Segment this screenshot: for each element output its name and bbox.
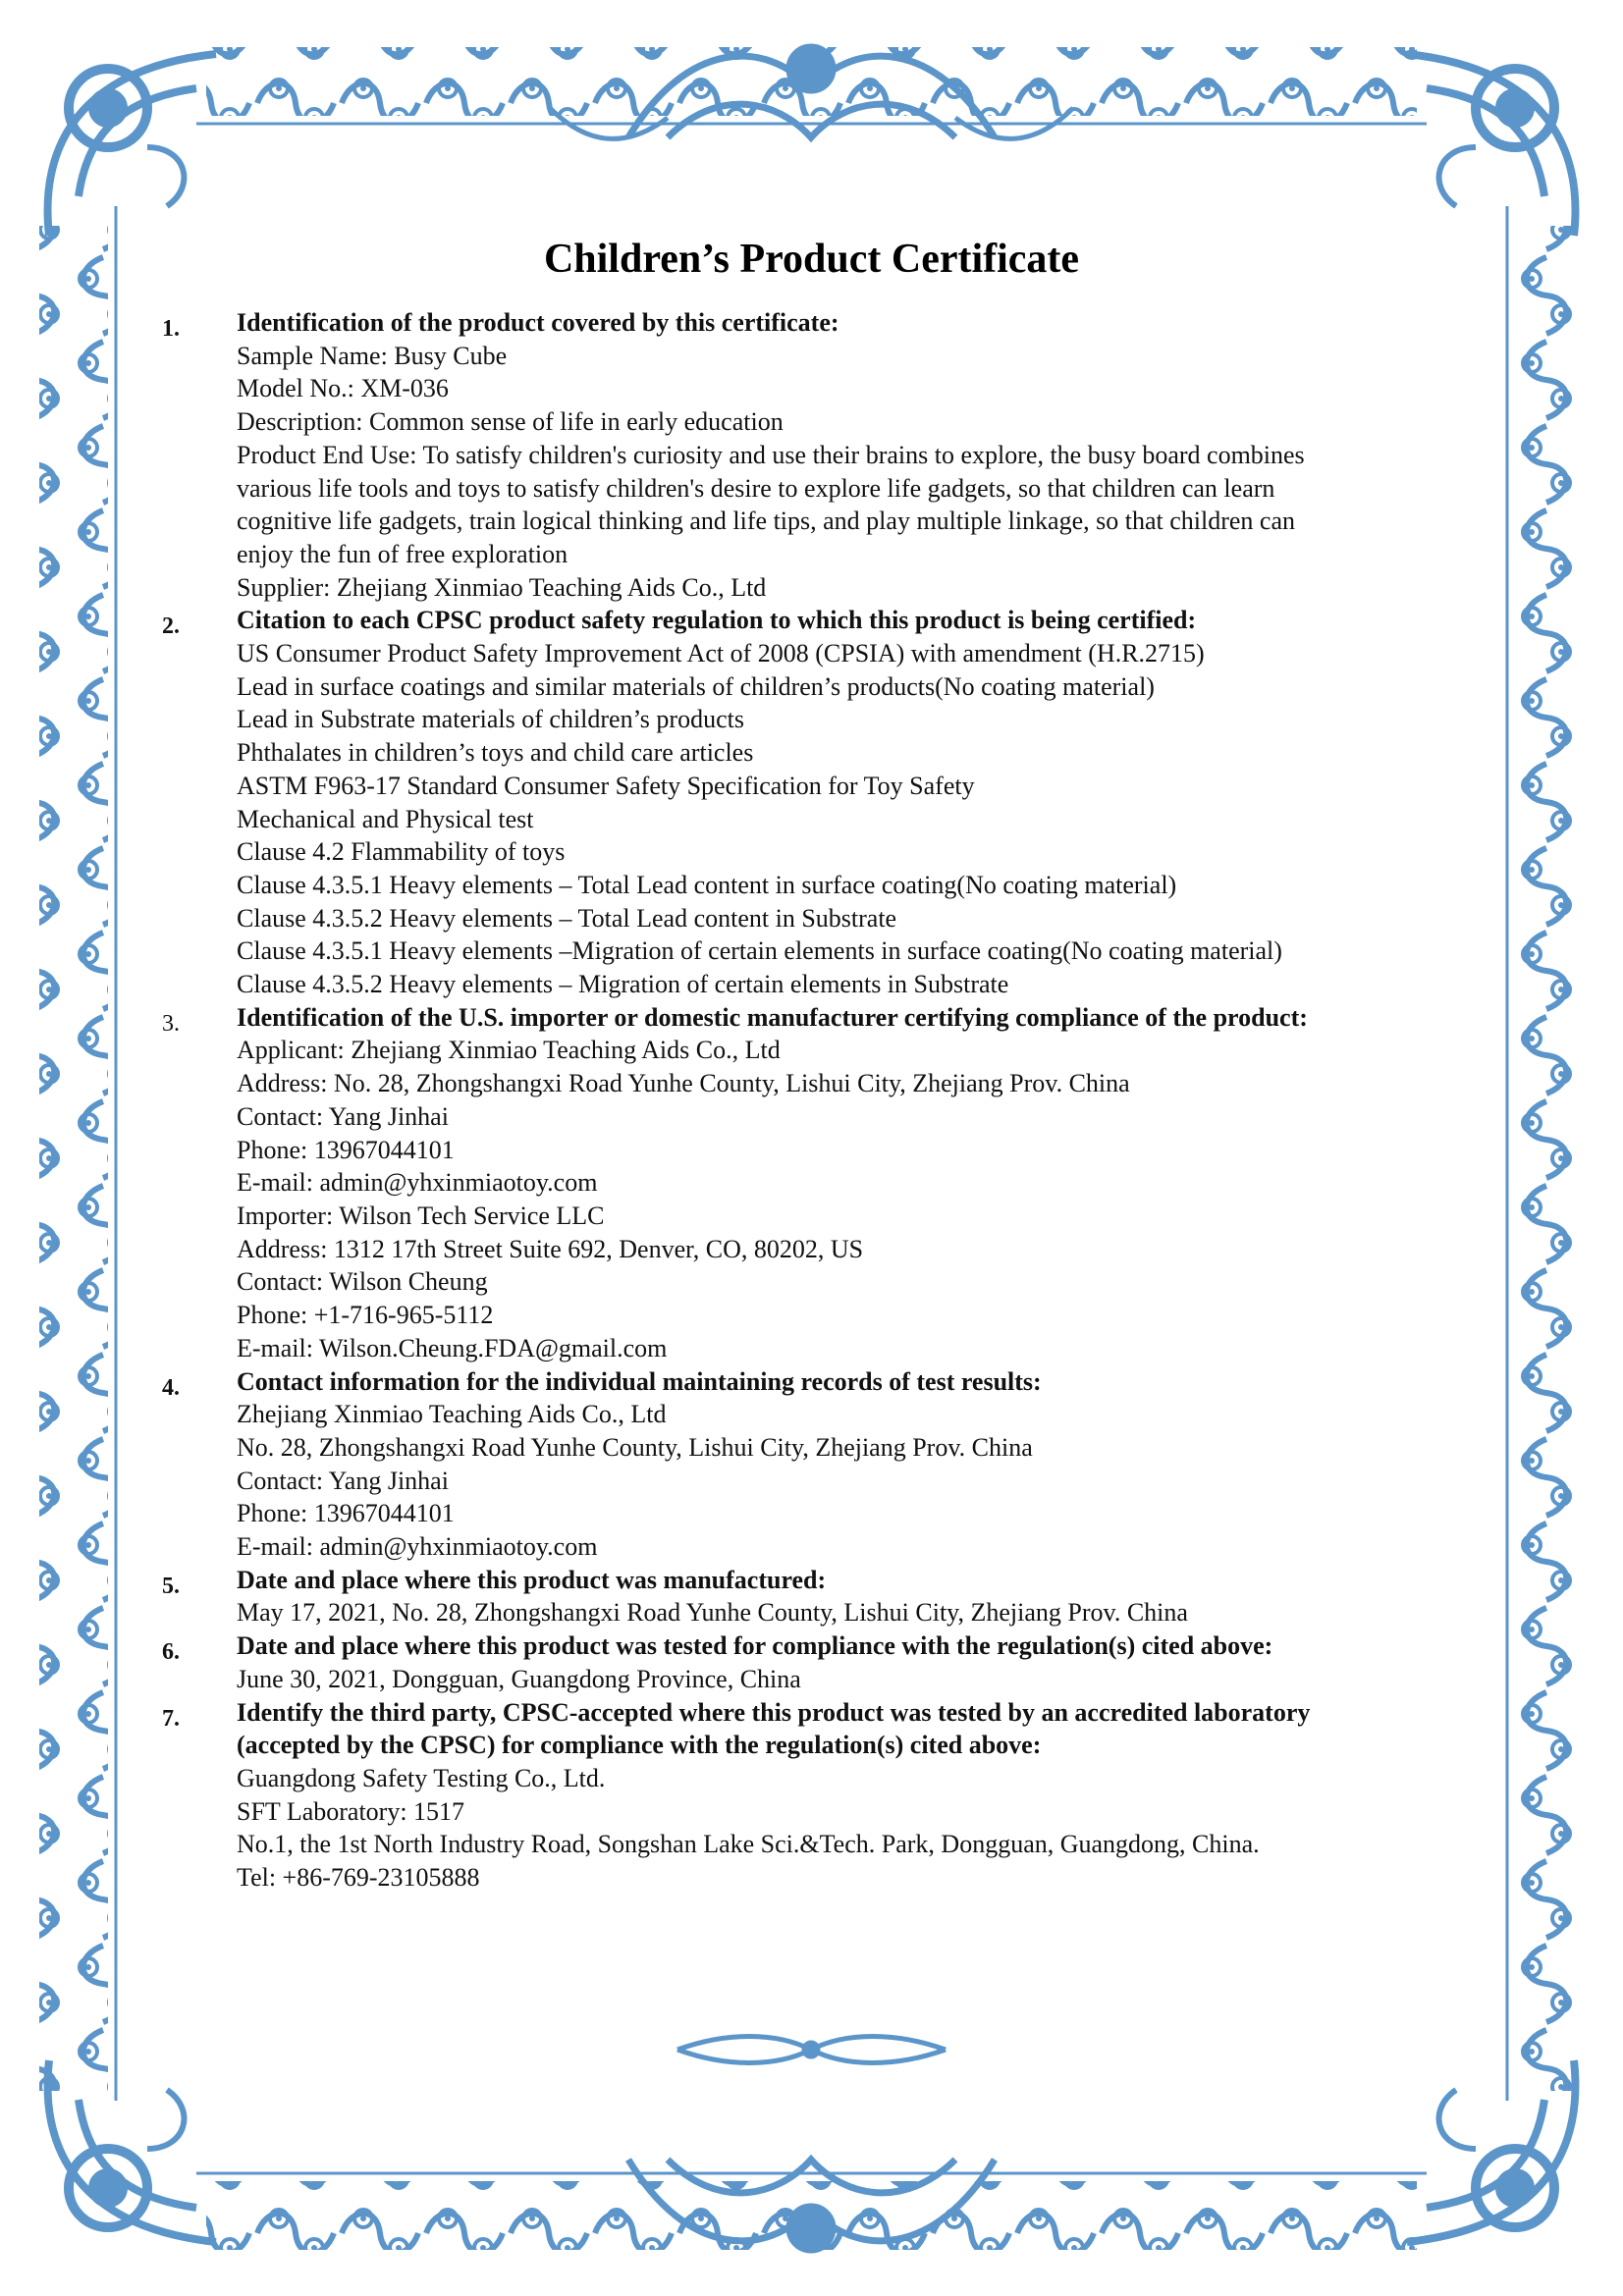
section-line: Clause 4.3.5.2 Heavy elements – Total Lead content in Substrate — [237, 903, 897, 933]
section-line: Lead in surface coatings and similar materials of children’s products(No coating material) — [237, 671, 1155, 701]
section-line: enjoy the fun of free exploration — [237, 539, 568, 568]
section-line: Address: 1312 17th Street Suite 692, Denver, CO, 80202, US — [237, 1234, 864, 1263]
corner-ornament-top-left — [48, 54, 216, 236]
section-line: Phthalates in children’s toys and child care articles — [237, 738, 754, 768]
section-4 — [162, 1365, 1497, 1564]
section-2 — [162, 604, 1497, 1000]
section-line: E-mail: Wilson.Cheung.FDA@gmail.com — [237, 1333, 668, 1362]
section-number: 3. — [162, 1010, 180, 1037]
section-line: Product End Use: To satisfy children's curiosity and use their brains to explore, the busy board combines — [237, 440, 1305, 469]
certificate-body — [162, 306, 1497, 1895]
section-heading: Contact information for the individual maintaining records of test results: — [237, 1366, 1042, 1396]
section-3 — [162, 1001, 1497, 1365]
section-line: May 17, 2021, No. 28, Zhongshangxi Road Yunhe County, Lishui City, Zhejiang Prov. China — [237, 1598, 1188, 1628]
section-line: E-mail: admin@yhxinmiaotoy.com — [237, 1168, 598, 1198]
section-line: Contact: Wilson Cheung — [237, 1267, 488, 1297]
section-number: 7. — [162, 1705, 180, 1732]
section-line: E-mail: admin@yhxinmiaotoy.com — [237, 1532, 598, 1562]
section-heading: (accepted by the CPSC) for compliance with the regulation(s) cited above: — [237, 1731, 1042, 1760]
section-number: 2. — [162, 614, 180, 640]
corner-ornament-top-right — [1407, 54, 1575, 236]
section-line: Phone: 13967044101 — [237, 1499, 455, 1528]
section-line: Address: No. 28, Zhongshangxi Road Yunhe County, Lishui City, Zhejiang Prov. China — [237, 1069, 1130, 1098]
section-line: SFT Laboratory: 1517 — [237, 1796, 465, 1826]
section-line: cognitive life gadgets, train logical thinking and life tips, and play multiple linkage, so that children can — [237, 507, 1295, 536]
section-line: Phone: +1-716-965-5112 — [237, 1301, 494, 1330]
section-heading: Date and place where this product was tested for compliance with the regulation(s) cited above: — [237, 1631, 1273, 1661]
section-heading: Identify the third party, CPSC-accepted where this product was tested by an accredited laboratory — [237, 1697, 1311, 1727]
bottom-flourish — [677, 2037, 946, 2063]
section-line: Description: Common sense of life in early education — [237, 407, 784, 437]
section-line: Lead in Substrate materials of children’s products — [237, 705, 744, 734]
section-heading: Identification of the U.S. importer or domestic manufacturer certifying compliance of the product: — [237, 1002, 1308, 1032]
section-line: Importer: Wilson Tech Service LLC — [237, 1201, 605, 1230]
section-1 — [162, 306, 1497, 604]
section-line: Contact: Yang Jinhai — [237, 1101, 449, 1131]
section-line: June 30, 2021, Dongguan, Guangdong Province, China — [237, 1664, 801, 1693]
section-line: Sample Name: Busy Cube — [237, 341, 508, 370]
section-line: Contact: Yang Jinhai — [237, 1466, 449, 1495]
section-line: Clause 4.3.5.1 Heavy elements – Total Lead content in surface coating(No coating material) — [237, 870, 1177, 899]
section-5 — [162, 1564, 1497, 1629]
section-line: Model No.: XM-036 — [237, 374, 449, 403]
section-line: US Consumer Product Safety Improvement Act of 2008 (CPSIA) with amendment (H.R.2715) — [237, 639, 1205, 668]
section-heading: Date and place where this product was manufactured: — [237, 1565, 827, 1594]
section-line: Supplier: Zhejiang Xinmiao Teaching Aids Co., Ltd — [237, 572, 767, 602]
section-line: ASTM F963-17 Standard Consumer Safety Specification for Toy Safety — [237, 771, 975, 800]
section-heading: Citation to each CPSC product safety regulation to which this product is being certified: — [237, 606, 1197, 635]
section-line: No.1, the 1st North Industry Road, Songshan Lake Sci.&Tech. Park, Dongguan, Guangdong, China. — [237, 1830, 1260, 1859]
section-line: Guangdong Safety Testing Co., Ltd. — [237, 1763, 606, 1792]
section-heading: Identification of the product covered by this certificate: — [237, 308, 839, 337]
section-line: No. 28, Zhongshangxi Road Yunhe County, Lishui City, Zhejiang Prov. China — [237, 1432, 1033, 1462]
section-line: Clause 4.2 Flammability of toys — [237, 837, 566, 867]
section-line: Clause 4.3.5.1 Heavy elements –Migration of certain elements in surface coating(No coating material) — [237, 936, 1282, 966]
section-6 — [162, 1629, 1497, 1695]
section-number: 4. — [162, 1374, 180, 1401]
certificate-title: Children’s Product Certificate — [543, 237, 1080, 282]
border-left — [39, 226, 108, 2091]
section-line: Phone: 13967044101 — [237, 1135, 455, 1164]
section-line: Zhejiang Xinmiao Teaching Aids Co., Ltd — [237, 1400, 667, 1429]
section-line: Applicant: Zhejiang Xinmiao Teaching Aids Co., Ltd — [237, 1036, 781, 1065]
section-number: 1. — [162, 316, 180, 342]
border-right — [1515, 226, 1584, 2091]
section-line: various life tools and toys to satisfy children's desire to explore life gadgets, so that children can learn — [237, 473, 1275, 503]
section-line: Clause 4.3.5.2 Heavy elements – Migration of certain elements in Substrate — [237, 970, 1009, 999]
section-7 — [162, 1696, 1497, 1895]
section-number: 6. — [162, 1639, 180, 1666]
section-number: 5. — [162, 1573, 180, 1599]
section-line: Tel: +86-769-23105888 — [237, 1863, 480, 1893]
section-line: Mechanical and Physical test — [237, 804, 534, 833]
